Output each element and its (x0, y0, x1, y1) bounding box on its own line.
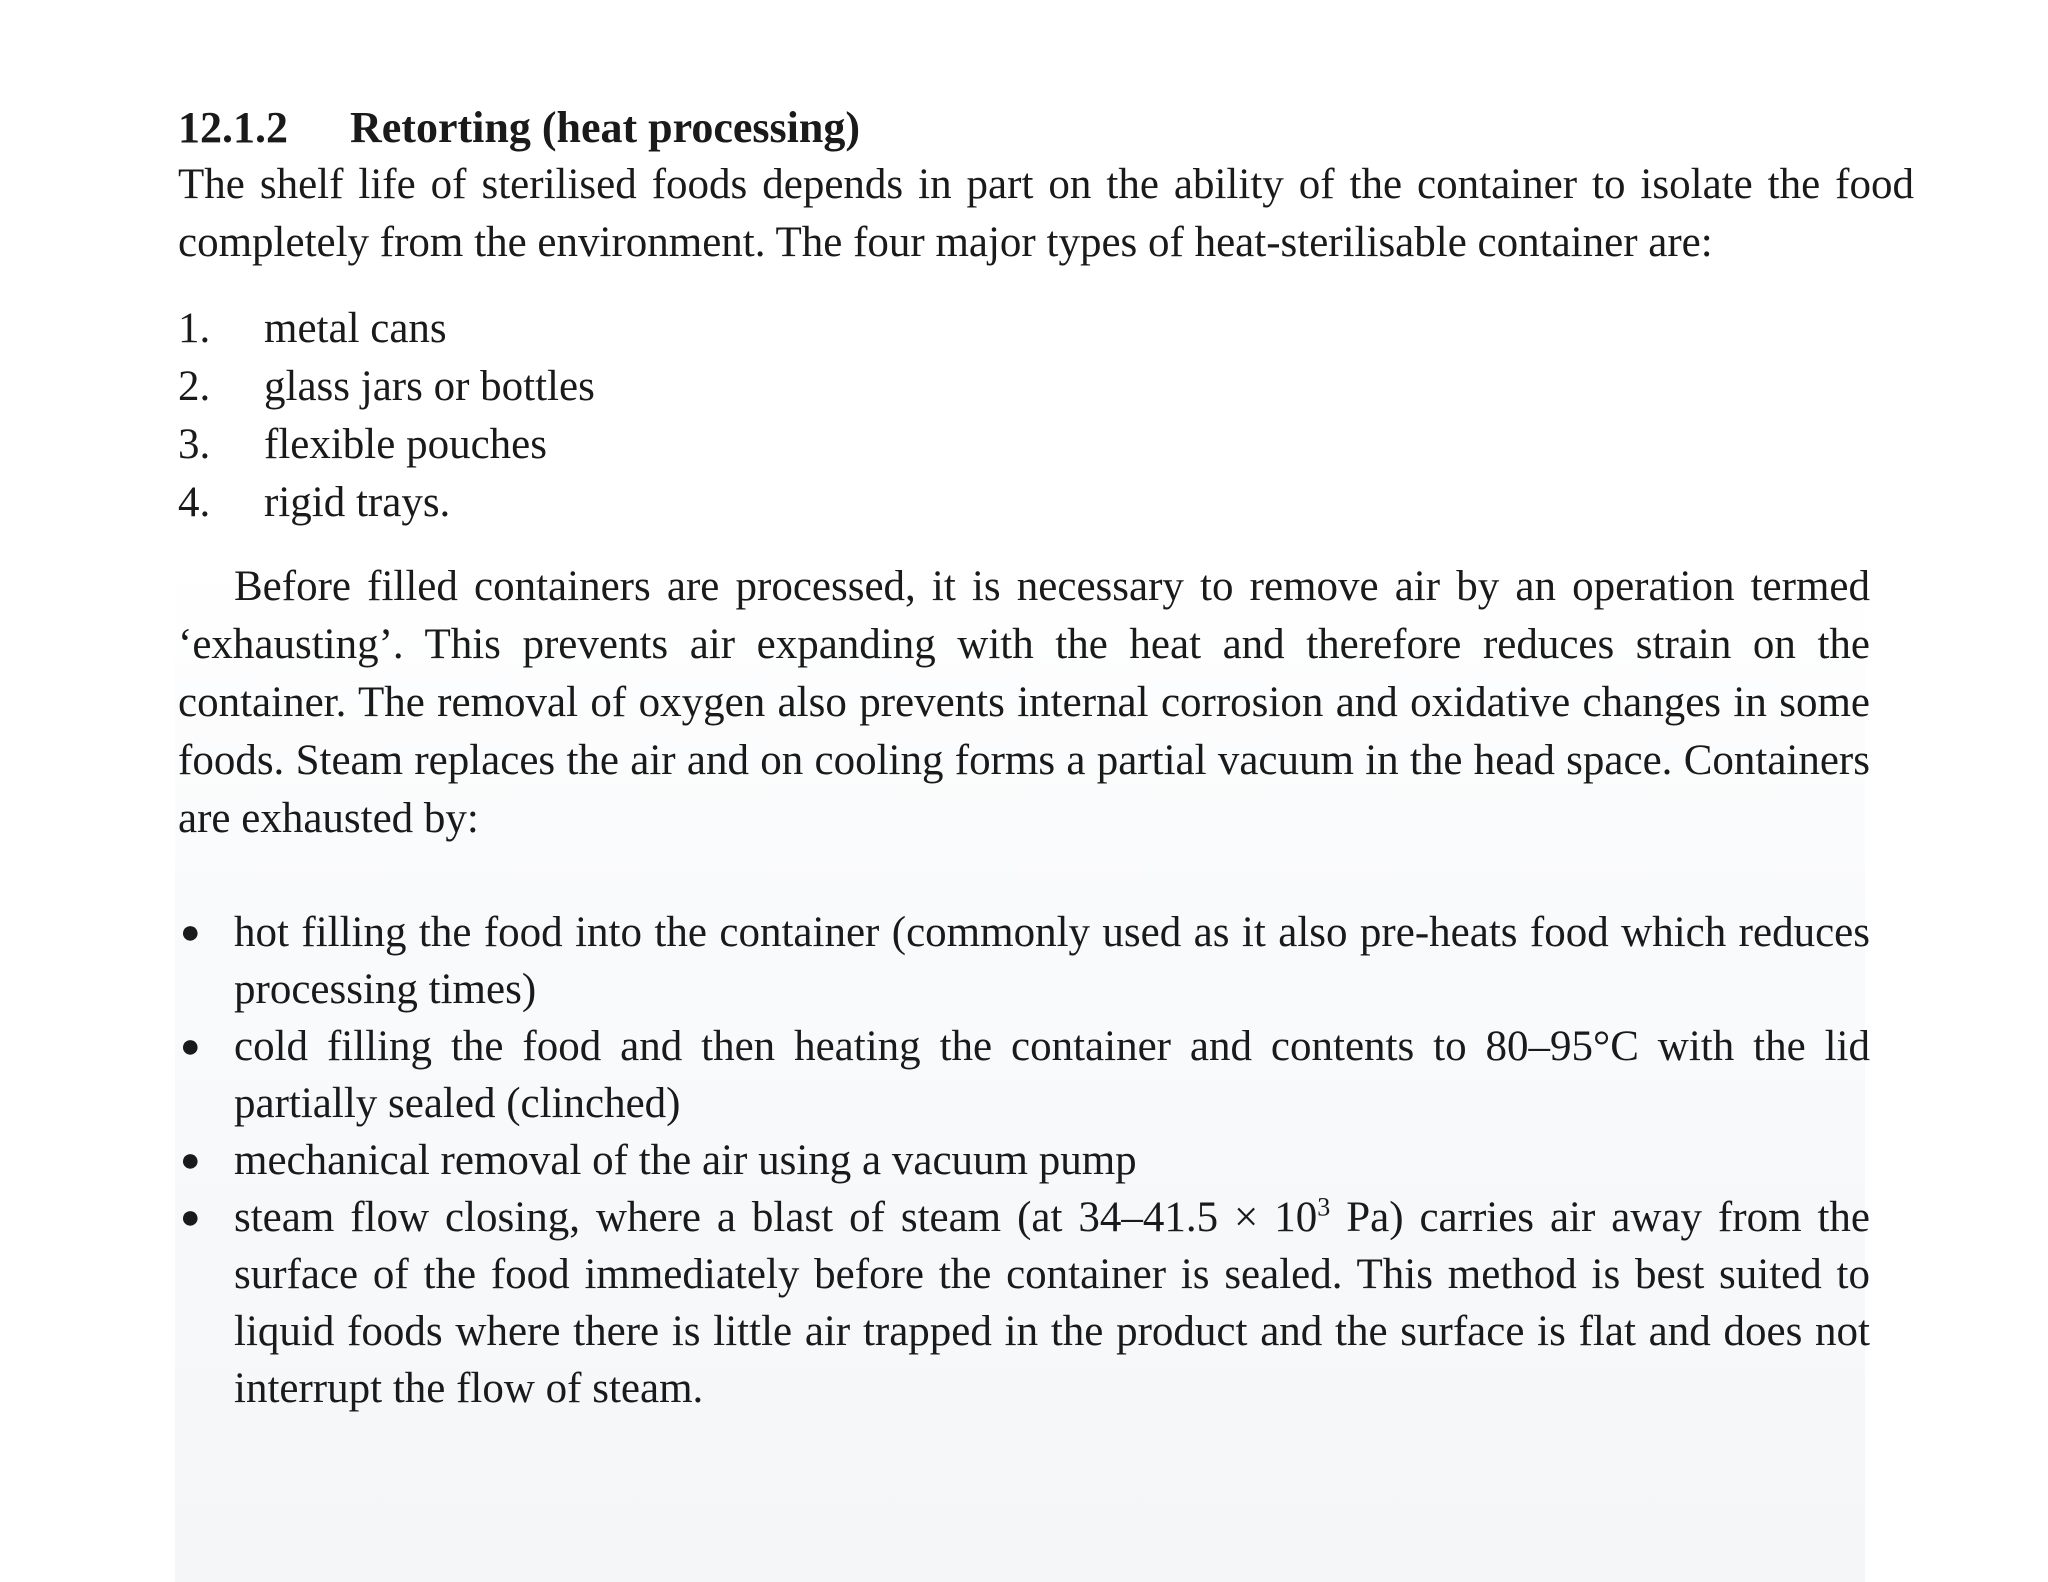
bullet-icon: ● (180, 1142, 201, 1179)
list-item (178, 1132, 1870, 1189)
method-steam-flow (234, 1189, 1870, 1417)
method-cold-filling: cold filling the food and then heating the container and contents to 80–95°C with the lid partially sealed (clinched) (234, 1023, 1870, 1127)
list-item (178, 300, 1914, 358)
bullet-icon: ● (180, 1199, 201, 1236)
steam-flow-exponent: 3 (1317, 1192, 1331, 1222)
list-item-number: 3. (178, 421, 211, 468)
method-mechanical: mechanical removal of the air using a vacuum pump (234, 1137, 1137, 1184)
steam-flow-text-start: steam flow closing, where a blast of steam (at 34–41.5 × 10 (234, 1194, 1318, 1241)
list-item (178, 904, 1870, 1018)
list-item-number: 2. (178, 363, 211, 410)
page-content (178, 100, 1914, 1417)
list-item (178, 1018, 1870, 1132)
section-number: 12.1.2 (178, 103, 288, 152)
list-item (178, 1189, 1870, 1417)
method-hot-filling: hot filling the food into the container (commonly used as it also pre-heats food which reduces processing times) (234, 909, 1870, 1013)
list-item-text: rigid trays. (264, 479, 451, 526)
list-item-number: 4. (178, 479, 211, 526)
section-heading (178, 100, 1914, 156)
list-item (178, 358, 1914, 416)
section-title: Retorting (heat processing) (350, 103, 860, 152)
list-item-text: flexible pouches (264, 421, 547, 468)
list-item-text: metal cans (264, 305, 447, 352)
list-item (178, 416, 1914, 474)
container-types-list (178, 300, 1914, 532)
exhausting-paragraph: Before filled containers are processed, it is necessary to remove air by an operation termed ‘exhausting’. This prevents air expanding with the heat and therefore reduces strain on the container. The removal of oxygen also prevents internal corrosion and oxidative changes in some foods. Steam replaces the air and on cooling forms a partial vacuum in the head space. Containers are exhausted by: (178, 563, 1870, 842)
bullet-icon: ● (180, 1028, 201, 1065)
list-item-text: glass jars or bottles (264, 363, 595, 410)
intro-paragraph: The shelf life of sterilised foods depends in part on the ability of the container to isolate the food completely from the environment. The four major types of heat-sterilisable container are: (178, 161, 1914, 266)
exhausting-methods-list (178, 904, 1870, 1417)
bullet-icon: ● (180, 914, 201, 951)
list-item-number: 1. (178, 305, 211, 352)
list-item (178, 474, 1914, 532)
steam-flow-text-end: Pa) carries air away from the surface of the food immediately before the container is sealed. This method is best suited to liquid foods where there is little air trapped in the product and the surface is flat and does not interrupt the flow of steam. (234, 1194, 1870, 1412)
